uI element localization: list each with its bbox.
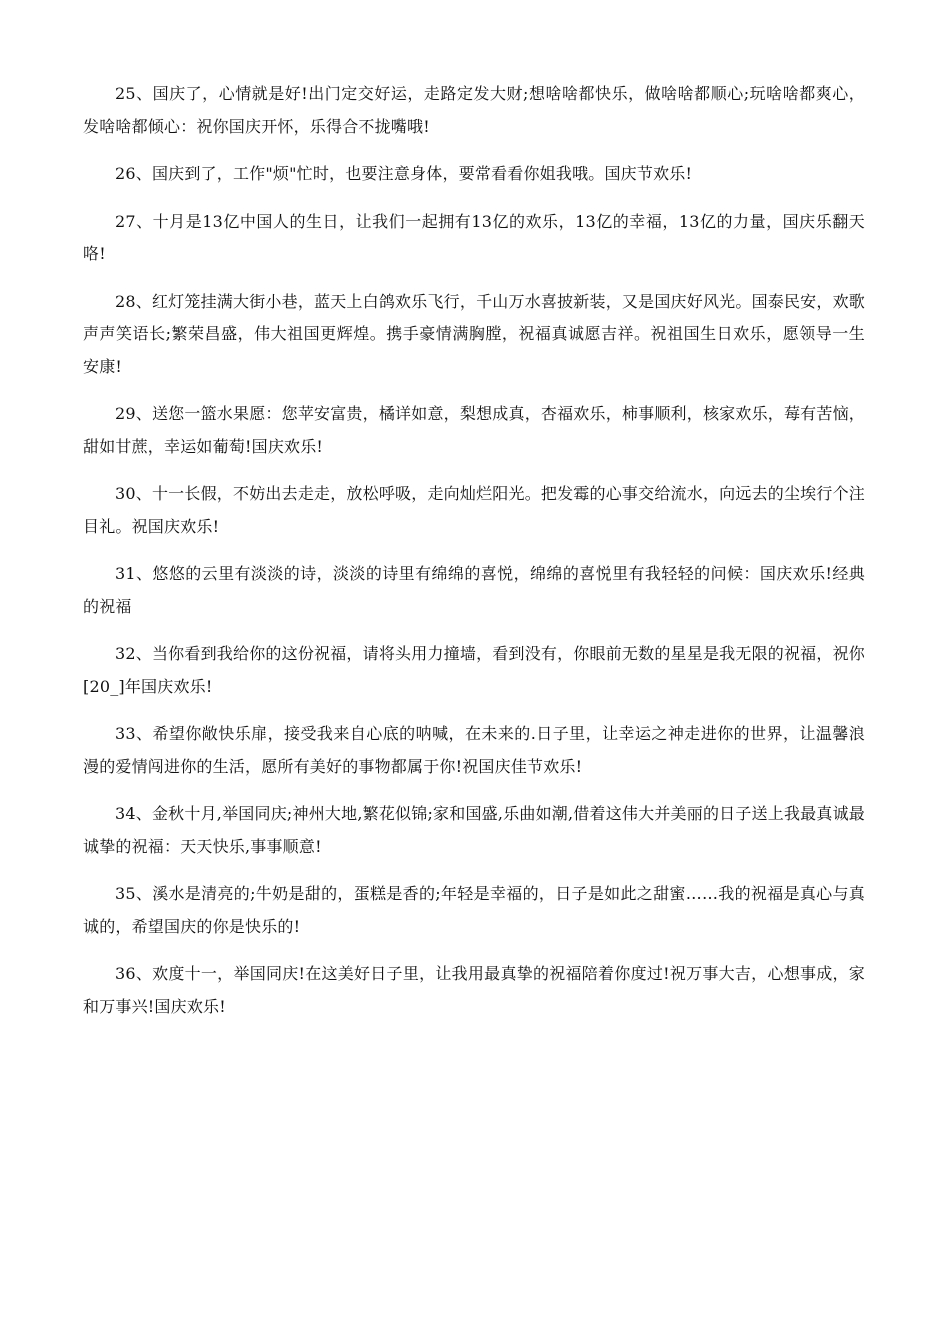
paragraph-27: 27、十月是13亿中国人的生日，让我们一起拥有13亿的欢乐，13亿的幸福，13亿的力量，国庆乐翻天咯!: [83, 211, 865, 263]
paragraph-35: 35、溪水是清亮的;牛奶是甜的，蛋糕是香的;年轻是幸福的，日子是如此之甜蜜……我的祝福是真心与真诚的，希望国庆的你是快乐的!: [83, 884, 865, 936]
paragraph-34: 34、金秋十月,举国同庆;神州大地,繁花似锦;家和国盛,乐曲如潮,借着这伟大并美丽的日子送上我最真诚最诚挚的祝福：天天快乐,事事顺意!: [83, 804, 865, 856]
paragraph-33: 33、希望你敞快乐扉，接受我来自心底的呐喊，在未来的.日子里，让幸运之神走进你的世界，让温馨浪漫的爱情闯进你的生活，愿所有美好的事物都属于你!祝国庆佳节欢乐!: [83, 724, 865, 776]
paragraph-26: 26、国庆到了，工作"烦"忙时，也要注意身体，要常看看你姐我哦。国庆节欢乐!: [115, 164, 693, 183]
paragraph-31: 31、悠悠的云里有淡淡的诗，淡淡的诗里有绵绵的喜悦，绵绵的喜悦里有我轻轻的问候：国庆欢乐!经典的祝福: [83, 564, 865, 616]
paragraph-32: 32、当你看到我给你的这份祝福，请将头用力撞墙，看到没有，你眼前无数的星星是我无限的祝福，祝你[20_]年国庆欢乐!: [83, 644, 865, 696]
paragraph-28: 28、红灯笼挂满大街小巷，蓝天上白鸽欢乐飞行，千山万水喜披新装，又是国庆好风光。国泰民安，欢歌声声笑语长;繁荣昌盛，伟大祖国更辉煌。携手豪情满胸膛，祝福真诚愿吉祥。祝祖国生日欢乐，愿领导一生安康!: [83, 291, 865, 376]
paragraph-29: 29、送您一篮水果愿：您苹安富贵，橘详如意，梨想成真，杏福欢乐，柿事顺利，核家欢乐，莓有苦恼，甜如甘蔗，幸运如葡萄!国庆欢乐!: [83, 404, 865, 456]
paragraph-25: 25、国庆了，心情就是好!出门定交好运，走路定发大财;想啥啥都快乐，做啥啥都顺心;玩啥啥都爽心，发啥啥都倾心：祝你国庆开怀，乐得合不拢嘴哦!: [83, 84, 865, 136]
document-body: [83, 78, 865, 1038]
paragraph-30: 30、十一长假，不妨出去走走，放松呼吸，走向灿烂阳光。把发霉的心事交给流水，向远去的尘埃行个注目礼。祝国庆欢乐!: [83, 484, 865, 536]
paragraph-36: 36、欢度十一，举国同庆!在这美好日子里，让我用最真挚的祝福陪着你度过!祝万事大吉，心想事成，家和万事兴!国庆欢乐!: [83, 964, 865, 1016]
